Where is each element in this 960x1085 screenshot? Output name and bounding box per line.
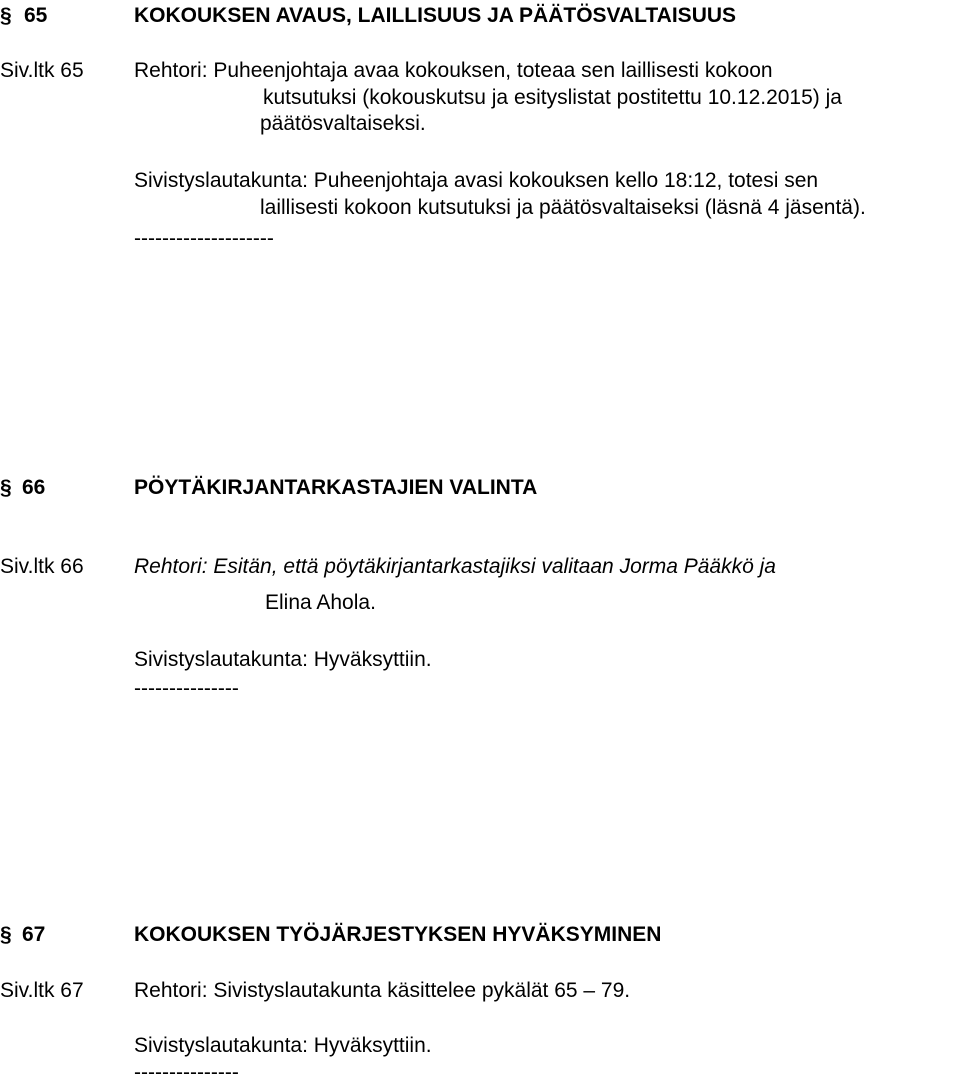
separator: --------------- xyxy=(134,677,239,700)
separator: --------------- xyxy=(134,1061,239,1084)
decision-line: Sivistyslautakunta: Puheenjohtaja avasi kokouksen kello 18:12, totesi sen xyxy=(134,169,819,192)
section-sign: § xyxy=(0,923,12,946)
section-sign: § xyxy=(0,4,12,27)
proposal-line: päätösvaltaiseksi. xyxy=(260,112,426,135)
section-number: 67 xyxy=(22,923,46,946)
section-title: PÖYTÄKIRJANTARKASTAJIEN VALINTA xyxy=(134,476,538,499)
section-title: KOKOUKSEN AVAUS, LAILLISUUS JA PÄÄTÖSVALTAISUUS xyxy=(134,4,737,27)
section-number: 65 xyxy=(24,4,48,27)
proposal-line: Elina Ahola. xyxy=(265,591,376,614)
decision-line: Sivistyslautakunta: Hyväksyttiin. xyxy=(134,1034,432,1057)
section-ref: Siv.ltk 67 xyxy=(0,979,84,1002)
section-ref: Siv.ltk 65 xyxy=(0,59,84,82)
separator: -------------------- xyxy=(134,227,274,250)
proposal-line: Rehtori: Esitän, että pöytäkirjantarkastajiksi valitaan Jorma Pääkkö ja xyxy=(134,555,776,578)
section-title: KOKOUKSEN TYÖJÄRJESTYKSEN HYVÄKSYMINEN xyxy=(134,923,662,946)
decision-line: laillisesti kokoon kutsutuksi ja päätösvaltaiseksi (läsnä 4 jäsentä). xyxy=(260,196,866,219)
proposal-line: kutsutuksi (kokouskutsu ja esityslistat postitettu 10.12.2015) ja xyxy=(263,86,842,109)
decision-line: Sivistyslautakunta: Hyväksyttiin. xyxy=(134,648,432,671)
section-ref: Siv.ltk 66 xyxy=(0,555,84,578)
proposal-line: Rehtori: Puheenjohtaja avaa kokouksen, toteaa sen laillisesti kokoon xyxy=(134,59,773,82)
proposal-line: Rehtori: Sivistyslautakunta käsittelee pykälät 65 – 79. xyxy=(134,979,631,1002)
section-number: 66 xyxy=(22,476,46,499)
section-sign: § xyxy=(0,476,12,499)
